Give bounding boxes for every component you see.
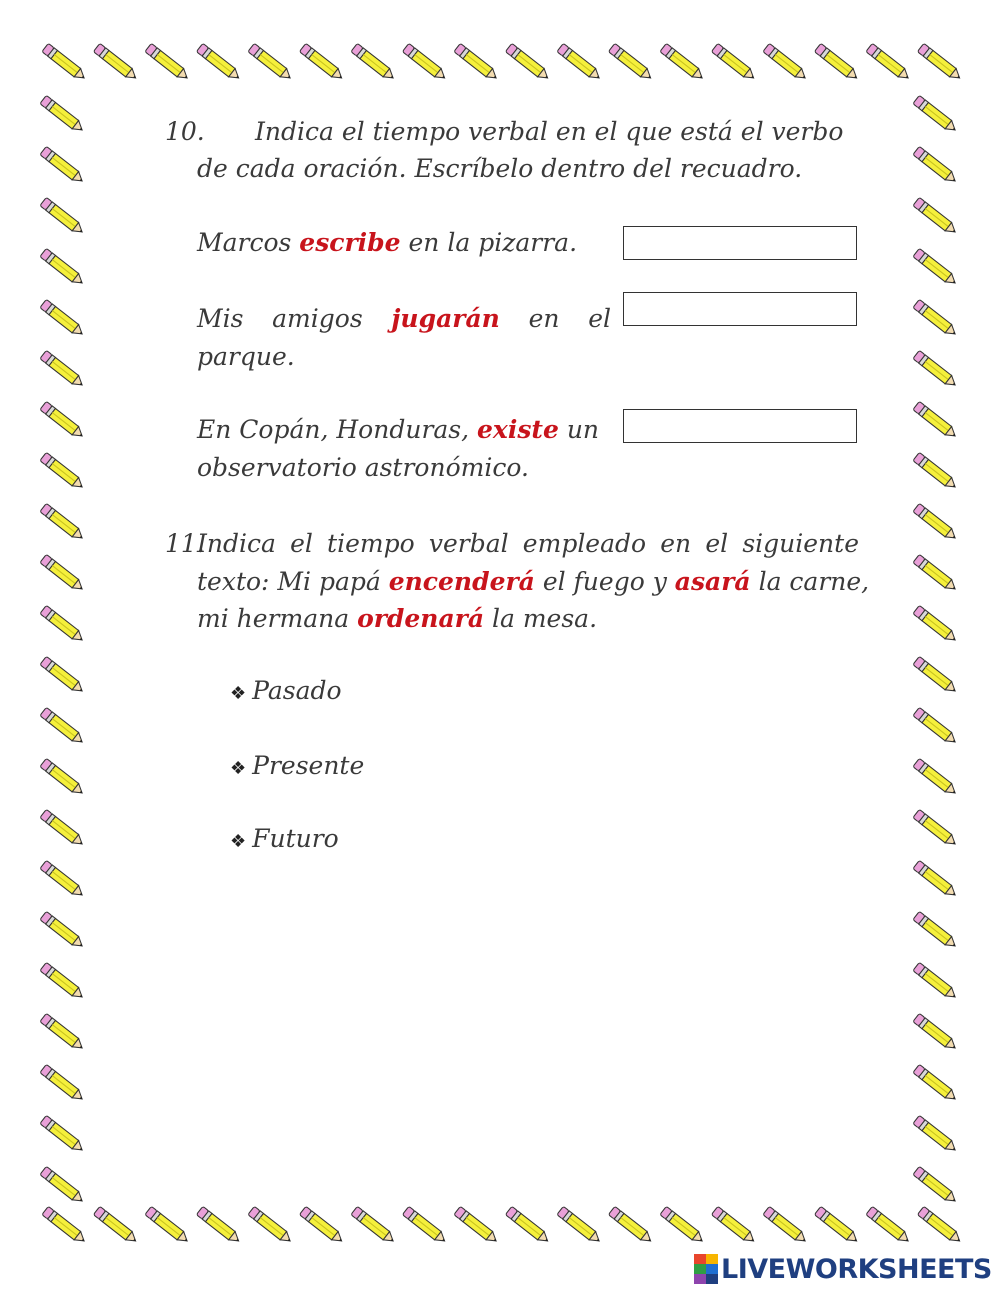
sentence-3-after: un <box>558 415 600 444</box>
pencil-icon <box>913 758 959 797</box>
option-presente-label: Presente <box>252 751 365 780</box>
pencil-icon <box>42 1206 88 1245</box>
q11-line2-a: texto: Mi papá <box>197 567 389 596</box>
sentence-3-line2: observatorio astronómico. <box>197 453 529 482</box>
pencil-icon <box>913 911 959 950</box>
pencil-icon <box>913 1064 959 1103</box>
pencil-icon <box>40 656 86 695</box>
pencil-icon <box>917 1206 963 1245</box>
pencil-icon <box>454 43 500 82</box>
pencil-icon <box>913 401 959 440</box>
sentence-1-verb: escribe <box>299 228 401 257</box>
q11-line2-b: el fuego y <box>534 567 675 596</box>
sentence-3-verb: existe <box>477 415 559 444</box>
pencil-icon <box>351 43 397 82</box>
pencil-icon <box>454 1206 500 1245</box>
sentence-2-line2: parque. <box>197 342 295 371</box>
pencil-icon <box>40 299 86 338</box>
sentence-1-before: Marcos <box>197 228 300 257</box>
question-10-number: 10. <box>165 117 205 146</box>
pencil-icon <box>145 43 191 82</box>
option-futuro[interactable] <box>230 824 339 853</box>
pencil-icon <box>913 554 959 593</box>
question-11-line2 <box>197 563 869 601</box>
pencil-icon <box>40 707 86 746</box>
pencil-icon <box>913 656 959 695</box>
pencil-icon <box>40 350 86 389</box>
q11-verb-encendera: encenderá <box>388 567 535 596</box>
liveworksheets-logo <box>694 1252 992 1286</box>
pencil-icon <box>93 1206 139 1245</box>
answer-box-2[interactable] <box>623 292 857 326</box>
pencil-icon <box>42 43 88 82</box>
pencil-icon <box>402 1206 448 1245</box>
pencil-icon <box>40 401 86 440</box>
pencil-icon <box>917 43 963 82</box>
sentence-1-after: en la pizarra. <box>400 228 578 257</box>
pencil-icon <box>505 1206 551 1245</box>
question-10-prompt-line1: Indica el tiempo verbal en el que está el verbo <box>255 117 844 146</box>
pencil-icon <box>814 43 860 82</box>
sentence-2-after: en el <box>499 304 611 333</box>
pencil-icon <box>913 197 959 236</box>
pencil-icon <box>913 809 959 848</box>
pencil-icon <box>913 1166 959 1205</box>
pencil-icon <box>505 43 551 82</box>
pencil-icon <box>866 1206 912 1245</box>
pencil-icon <box>913 452 959 491</box>
pencil-icon <box>814 1206 860 1245</box>
pencil-icon <box>913 860 959 899</box>
pencil-icon <box>913 1115 959 1154</box>
sentence-2-verb: jugarán <box>391 304 500 333</box>
pencil-icon <box>40 1013 86 1052</box>
sentence-3 <box>197 411 599 449</box>
pencil-icon <box>913 248 959 287</box>
pencil-icon <box>145 1206 191 1245</box>
pencil-icon <box>40 809 86 848</box>
q11-line3-b: la mesa. <box>484 604 598 633</box>
pencil-icon <box>40 1115 86 1154</box>
sentence-2-before: Mis amigos <box>197 304 392 333</box>
sentence-1 <box>197 224 577 262</box>
pencil-icon <box>913 146 959 185</box>
pencil-icon <box>913 707 959 746</box>
question-10-prompt-line2: de cada oración. Escríbelo dentro del recuadro. <box>197 154 803 183</box>
pencil-icon <box>913 299 959 338</box>
option-pasado[interactable] <box>230 676 342 705</box>
pencil-icon <box>913 962 959 1001</box>
pencil-icon <box>763 1206 809 1245</box>
q11-line3-a: mi hermana <box>197 604 358 633</box>
pencil-icon <box>196 43 242 82</box>
pencil-icon <box>402 43 448 82</box>
pencil-icon <box>248 1206 294 1245</box>
q11-verb-ordenara: ordenará <box>357 604 485 633</box>
pencil-icon <box>913 95 959 134</box>
pencil-icon <box>913 503 959 542</box>
pencil-icon <box>40 197 86 236</box>
option-pasado-label: Pasado <box>252 676 342 705</box>
pencil-icon <box>40 452 86 491</box>
pencil-icon <box>40 503 86 542</box>
pencil-icon <box>40 248 86 287</box>
sentence-2 <box>197 300 611 338</box>
pencil-icon <box>196 1206 242 1245</box>
liveworksheets-logo-text: LIVEWORKSHEETS <box>721 1253 992 1285</box>
pencil-icon <box>40 95 86 134</box>
answer-box-1[interactable] <box>623 226 857 260</box>
pencil-icon <box>608 43 654 82</box>
pencil-icon <box>351 1206 397 1245</box>
diamond-bullet-icon: ❖ <box>230 831 247 852</box>
pencil-icon <box>866 43 912 82</box>
q11-verb-asara: asará <box>674 567 751 596</box>
pencil-icon <box>40 1166 86 1205</box>
question-11-line1: Indica el tiempo verbal empleado en el siguiente <box>197 529 859 558</box>
pencil-icon <box>40 1064 86 1103</box>
pencil-icon <box>913 1013 959 1052</box>
pencil-icon <box>763 43 809 82</box>
pencil-icon <box>40 554 86 593</box>
option-futuro-label: Futuro <box>252 824 339 853</box>
pencil-icon <box>40 911 86 950</box>
diamond-bullet-icon: ❖ <box>230 683 247 704</box>
pencil-icon <box>40 146 86 185</box>
pencil-icon <box>913 605 959 644</box>
pencil-icon <box>93 43 139 82</box>
pencil-icon <box>248 43 294 82</box>
liveworksheets-logo-icon <box>694 1254 718 1284</box>
answer-box-3[interactable] <box>623 409 857 443</box>
pencil-icon <box>557 1206 603 1245</box>
pencil-icon <box>40 860 86 899</box>
question-11-line3 <box>197 600 597 638</box>
pencil-icon <box>40 962 86 1001</box>
pencil-icon <box>711 1206 757 1245</box>
pencil-icon <box>660 1206 706 1245</box>
diamond-bullet-icon: ❖ <box>230 758 247 779</box>
option-presente[interactable] <box>230 751 364 780</box>
pencil-icon <box>608 1206 654 1245</box>
q11-line2-c: la carne, <box>750 567 870 596</box>
pencil-icon <box>40 758 86 797</box>
pencil-icon <box>660 43 706 82</box>
pencil-icon <box>711 43 757 82</box>
pencil-icon <box>913 350 959 389</box>
pencil-icon <box>40 605 86 644</box>
pencil-icon <box>299 1206 345 1245</box>
sentence-3-before: En Copán, Honduras, <box>197 415 478 444</box>
pencil-icon <box>557 43 603 82</box>
question-11-number: 11. <box>165 529 205 558</box>
pencil-icon <box>299 43 345 82</box>
